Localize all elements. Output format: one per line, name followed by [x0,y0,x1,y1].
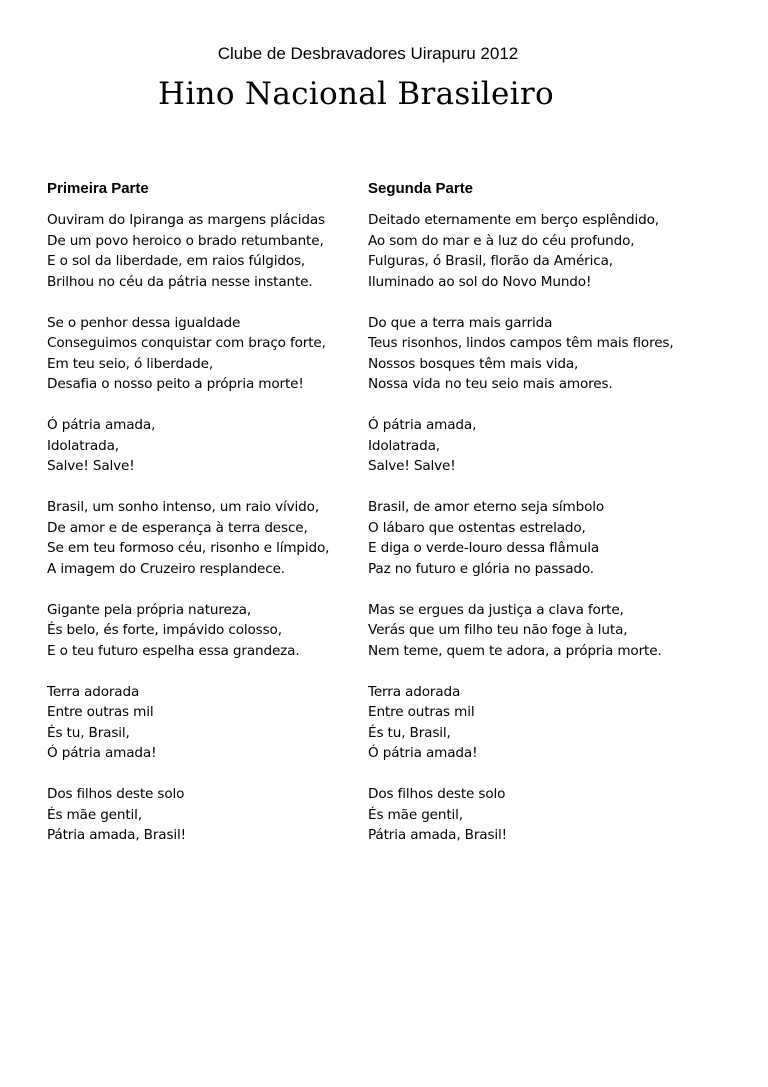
lyric-line: E o teu futuro espelha essa grandeza. [47,642,300,659]
lyric-line: Paz no futuro e glória no passado. [368,560,594,577]
stanza [47,210,377,292]
club-name-text: Clube de Desbravadores Uirapuru 2012 [217,44,519,63]
lyric-line: Se o penhor dessa igualdade [47,314,241,331]
column-primeira-parte [47,179,377,866]
lyric-line: Fulguras, ó Brasil, florão da América, [368,253,613,269]
lyric-line: Dos filhos deste solo [368,786,506,802]
lyric-line: Nem teme, quem te adora, a própria morte. [368,642,662,659]
lyric-line: Mas se ergues da justiça a clava forte, [368,601,624,618]
lyric-line: Do que a terra mais garrida [368,314,553,331]
lyric-line: Terra adorada [47,683,140,700]
lyric-line: E o sol da liberdade, em raios fúlgidos, [47,253,306,269]
lyric-line: És mãe gentil, [47,806,142,823]
document-title: Hino Nacional Brasileiro [158,76,554,112]
lyric-line: Entre outras mil [47,704,154,720]
lyric-line: Salve! Salve! [47,458,135,474]
stanza [368,600,698,662]
lyric-line: Conseguimos conquistar com braço forte, [47,335,326,351]
lyric-line: De amor e de esperança à terra desce, [47,519,308,536]
stanza [368,415,698,477]
lyric-line: Nossa vida no teu seio mais amores. [368,376,613,392]
lyric-line: Ouviram do Ipiranga as margens plácidas [47,212,325,228]
lyric-line: Pátria amada, Brasil! [47,827,186,843]
lyric-line: De um povo heroico o brado retumbante, [47,232,324,249]
lyric-line: Entre outras mil [368,704,475,720]
lyric-line: Idolatrada, [47,437,119,454]
lyric-line: Salve! Salve! [368,458,456,474]
lyric-line: Verás que um filho teu não foge à luta, [368,622,628,638]
lyric-line: Ó pátria amada, [368,417,477,433]
lyric-line: Nossos bosques têm mais vida, [368,355,579,372]
lyric-line: És mãe gentil, [368,806,463,823]
lyric-line: És belo, és forte, impávido colosso, [47,622,282,638]
lyric-line: Ao som do mar e à luz do céu profundo, [368,232,635,249]
stanza [47,415,377,477]
stanza [368,210,698,292]
lyric-line: Idolatrada, [368,437,440,454]
column-heading: Primeira Parte [47,180,149,197]
club-name [0,43,768,65]
lyric-line: O lábaro que ostentas estrelado, [368,519,586,536]
lyric-line: Teus risonhos, lindos campos têm mais flores, [368,335,674,351]
lyric-line: Dos filhos deste solo [47,786,185,802]
stanza-list [47,210,377,846]
lyric-line: Terra adorada [368,683,461,700]
stanza [47,682,377,764]
lyric-line: És tu, Brasil, [47,724,130,741]
lyric-line: Pátria amada, Brasil! [368,827,507,843]
lyric-line: Brasil, um sonho intenso, um raio vívido, [47,499,319,515]
stanza [368,313,698,395]
lyric-line: És tu, Brasil, [368,724,451,741]
lyric-line: A imagem do Cruzeiro resplandece. [47,560,285,577]
stanza [47,313,377,395]
lyric-line: Iluminado ao sol do Novo Mundo! [368,273,592,290]
column-heading: Segunda Parte [368,180,474,197]
stanza [368,497,698,579]
lyric-line: Brilhou no céu da pátria nesse instante. [47,273,313,290]
column-segunda-parte [368,179,698,866]
lyric-line: E diga o verde-louro dessa flâmula [368,540,600,556]
stanza-list [368,210,698,846]
stanza [47,497,377,579]
stanza [368,682,698,764]
lyric-line: Gigante pela própria natureza, [47,601,252,618]
stanza [47,600,377,662]
lyric-line: Deitado eternamente em berço esplêndido, [368,212,659,228]
stanza [368,784,698,846]
lyric-line: Ó pátria amada, [47,417,156,433]
lyric-line: Ó pátria amada! [47,745,157,761]
stanza [47,784,377,846]
lyric-line: Ó pátria amada! [368,745,478,761]
lyric-line: Em teu seio, ó liberdade, [47,355,214,372]
lyric-line: Se em teu formoso céu, risonho e límpido, [47,540,330,556]
lyric-line: Desafia o nosso peito a própria morte! [47,376,304,392]
lyric-line: Brasil, de amor eterno seja símbolo [368,499,605,515]
